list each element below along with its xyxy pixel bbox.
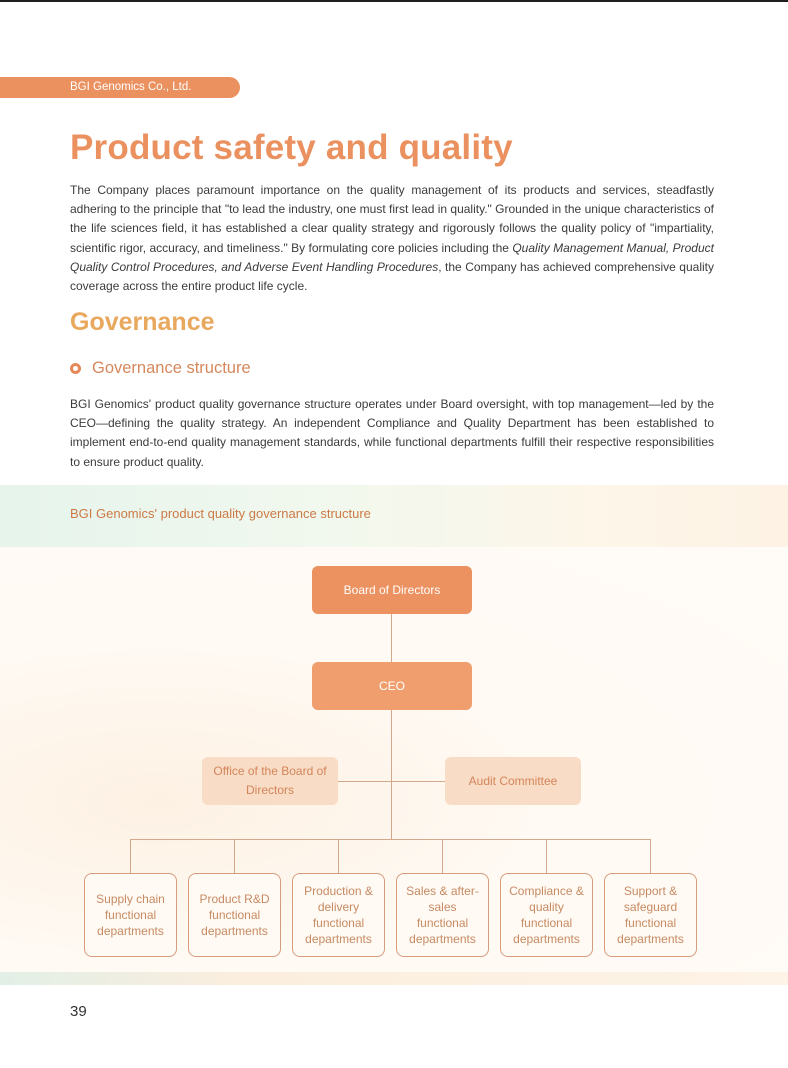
intro-text: The Company places paramount importance on the quality management of its products and services, steadfastly adhering to the principle that "to lead the industry, one must first lead in quality." Grounded in the unique characteristics of the life sciences field, it has established a clear quality strategy and rigorously follows the quality policy of "impartiality, scientific rigor, accuracy, and timeliness." By formulating core policies including the bbox=[70, 183, 714, 255]
intro-text-end: , the Company has achieved comprehensive quality coverage across the entire product life cycle. bbox=[70, 259, 714, 294]
node-dept-compliance-quality: Compliance & quality functional departments bbox=[500, 873, 593, 957]
node-dept-production-delivery: Production & delivery functional departments bbox=[292, 873, 385, 957]
node-dept-support-safeguard: Support & safeguard functional departments bbox=[604, 873, 697, 957]
node-dept-supply-chain: Supply chain functional departments bbox=[84, 873, 177, 957]
top-border bbox=[0, 0, 788, 2]
subsection-title: Governance structure bbox=[92, 359, 251, 377]
connector-side-left bbox=[338, 781, 392, 782]
connector-side-right bbox=[391, 781, 446, 782]
intro-paragraph bbox=[70, 181, 714, 296]
node-ceo: CEO bbox=[312, 662, 472, 710]
connector-dept-1 bbox=[130, 839, 131, 873]
connector-ceo-trunk bbox=[391, 710, 392, 839]
node-dept-sales-aftersales: Sales & after-sales functional departments bbox=[396, 873, 489, 957]
node-audit-committee: Audit Committee bbox=[445, 757, 581, 805]
node-office-of-board: Office of the Board of Directors bbox=[202, 757, 338, 805]
company-tab: BGI Genomics Co., Ltd. bbox=[0, 77, 240, 98]
subsection-heading bbox=[70, 359, 251, 378]
section-title: Governance bbox=[70, 308, 215, 336]
connector-dept-2 bbox=[234, 839, 235, 873]
bottom-band bbox=[0, 972, 788, 985]
node-dept-product-rd: Product R&D functional departments bbox=[188, 873, 281, 957]
page-title: Product safety and quality bbox=[70, 128, 513, 167]
page-number: 39 bbox=[70, 1003, 87, 1020]
connector-dept-4 bbox=[442, 839, 443, 873]
connector-dept-5 bbox=[546, 839, 547, 873]
node-board-of-directors: Board of Directors bbox=[312, 566, 472, 614]
connector-dept-6 bbox=[650, 839, 651, 873]
connector-dept-bus bbox=[130, 839, 651, 840]
chart-caption: BGI Genomics' product quality governance structure bbox=[70, 506, 371, 521]
connector-dept-3 bbox=[338, 839, 339, 873]
subsection-paragraph: BGI Genomics' product quality governance structure operates under Board oversight, with top management—led by the CEO—defining the quality strategy. An independent Compliance and Quality Department has been established to implement end-to-end quality management standards, while functional departments fulfill their respective responsibilities to ensure product quality. bbox=[70, 397, 714, 469]
intro-policies: Quality Management Manual, Product Quality Control Procedures, and Adverse Event Handling Procedures bbox=[70, 240, 714, 274]
bullet-ring-icon bbox=[70, 363, 81, 374]
connector-board-ceo bbox=[391, 614, 392, 662]
